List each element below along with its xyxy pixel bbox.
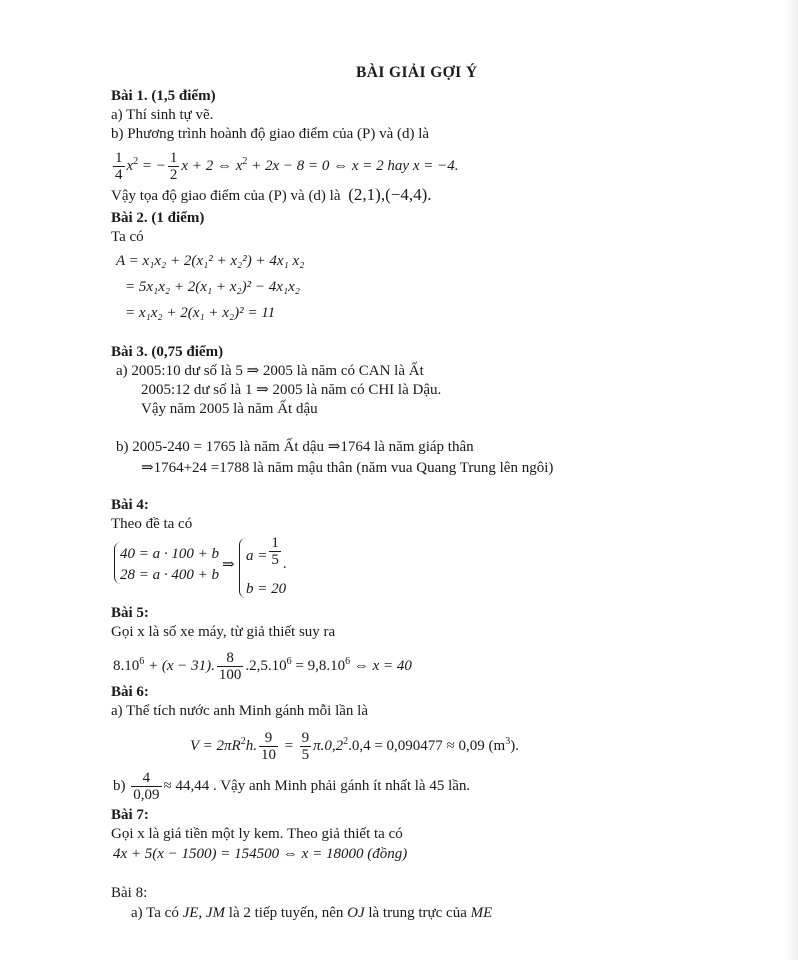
bai6-part-a: a) Thể tích nước anh Minh gánh mỗi lần là [111, 703, 368, 719]
bai1-heading: Bài 1. (1,5 điểm) [111, 88, 216, 104]
bai6-volume-equation: $V = 2\pi R^2h$. $\frac{9}{10}$ = $\frac{9}{5}$ $\pi.0,2^2.0,4 = 0,090477 \approx 0,09$ $(m^3)$. [190, 730, 519, 763]
bai3-heading: Bài 3. (0,75 điểm) [111, 344, 224, 360]
fraction-one-fifth: $\frac{1}{5}$ [271, 535, 279, 568]
fraction-nine-fifths: $\frac{9}{5}$ [301, 730, 310, 763]
bai5-intro: Gọi x là số xe máy, từ giả thiết suy ra [111, 624, 336, 640]
fraction-eight-hundredths: $\frac{8}{100}$ [218, 650, 242, 683]
fraction-one-quarter: $\frac{1}{4}$ [115, 150, 123, 183]
bai1-conclusion: Vậy tọa độ giao điểm của (P) và (d) là (2,1),(−4,4). [111, 185, 432, 204]
bai6-part-b: b) $\frac{4}{0,09}$ ≈ 44,44 . Vậy anh Minh phải gánh ít nhất là 45 lần. [113, 770, 471, 803]
fraction-nine-tenths: $\frac{9}{10}$ [260, 730, 276, 763]
bai2-line2: = 5x₁x₂ + 2(x₁ + x₂)² − 4x₁x₂ [125, 279, 300, 295]
bai7-equation: 4x + 5(x − 1500) = 154500 ⇔ x = 18000 (đồng) [113, 846, 408, 862]
bai3-a-line1: a) 2005:10 dư số là 5 ⇒ 2005 là năm có CAN là Ất [116, 363, 424, 379]
bai6-heading: Bài 6: [111, 684, 149, 700]
bai4-heading: Bài 4: [111, 497, 149, 513]
bai1-equation: $\frac{1}{4}$ $x^2$ = − $\frac{1}{2}$ x + 2 ⇔ $x^2 + 2x - 8 = 0$ ⇔ x = 2 hay x = −4. [115, 150, 459, 183]
bai2-line3: = x₁x₂ + 2(x₁ + x₂)² = 11 [125, 305, 276, 321]
bai4-solution-b: b = 20 [246, 581, 287, 597]
bai3-b-line1: b) 2005-240 = 1765 là năm Ất dậu ⇒1764 là năm giáp thân [116, 439, 474, 455]
bai4-intro: Theo đề ta có [111, 516, 193, 532]
bai1-part-a: a) Thí sinh tự vẽ. [111, 107, 214, 123]
bai4-eq2: 28 = a · 400 + b [120, 567, 219, 583]
bai4-eq1: 40 = a · 100 + b [120, 546, 219, 562]
right-brace-icon [239, 538, 246, 598]
bai8-heading: Bài 8: [111, 885, 148, 901]
bai4-solution-a: a = $\frac{1}{5}$ . [246, 535, 287, 572]
bai2-intro: Ta có [111, 229, 144, 245]
bai1-points: (2,1),(−4,4). [348, 185, 432, 204]
bai3-b-line2: ⇒1764+24 =1788 là năm mậu thân (năm vua Quang Trung lên ngôi) [141, 460, 554, 476]
bai2-line1: A = x₁x₂ + 2(x₁² + x₂²) + 4x₁ x₂ [116, 253, 305, 269]
fraction-one-half: $\frac{1}{2}$ [169, 150, 178, 183]
implies-arrow: ⇒ [222, 557, 235, 573]
bai8-part-a: a) Ta có JE, JM là 2 tiếp tuyến, nên OJ là trung trực của ME [131, 905, 493, 921]
bai5-heading: Bài 5: [111, 605, 149, 621]
bai3-a-line2: 2005:12 dư số là 1 ⇒ 2005 là năm có CHI là Dậu. [141, 382, 442, 398]
bai2-heading: Bài 2. (1 điểm) [111, 210, 205, 226]
bai1-part-b: b) Phương trình hoành độ giao điểm của (P) và (d) là [111, 126, 430, 142]
bai7-heading: Bài 7: [111, 807, 149, 823]
fraction-four-over-009: $\frac{4}{0,09}$ [133, 770, 160, 803]
bai3-a-line3: Vậy năm 2005 là năm Ất dậu [141, 401, 318, 417]
document-title: BÀI GIẢI GỢI Ý [356, 64, 478, 81]
bai5-equation: $8.10^6 + (x - 31)$. $\frac{8}{100}$ $.2,5.10^6 = 9,8.10^6$ ⇔ x = 40 [113, 650, 412, 683]
bai7-intro: Gọi x là giá tiền một ly kem. Theo giả thiết ta có [111, 826, 403, 842]
